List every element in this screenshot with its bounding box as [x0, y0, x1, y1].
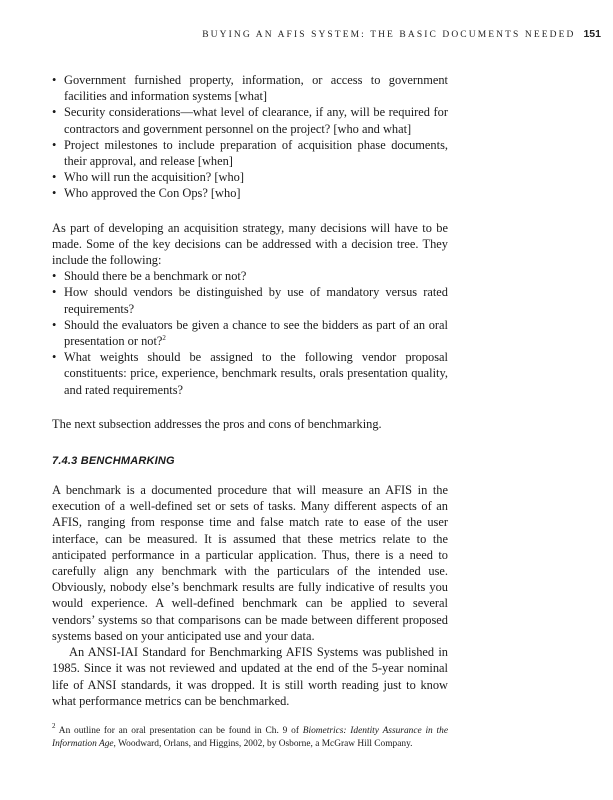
bullet-icon: • — [52, 170, 57, 185]
footnote-text: An outline for an oral presentation can be found in Ch. 9 of — [58, 725, 299, 736]
bullet-icon: • — [52, 73, 57, 87]
bullet-icon: • — [52, 186, 57, 201]
paragraph-ansi-standard: An ANSI-IAI Standard for Benchmarking AFIS Systems was published in 1985. Since it was not reviewed and updated at the end of the 5-year nominal life of ANSI standards, it was dropped. It is still worth reading just to know what performance metrics can be benchmarked. — [52, 645, 448, 708]
bullet-list-acquisition — [52, 72, 448, 202]
paragraph-strategy: As part of developing an acquisition strategy, many decisions will have to be made. Some of the key decisions can be addressed with a decision tree. They include the following: — [52, 220, 448, 268]
list-item: • Should there be a benchmark or not? — [52, 269, 247, 284]
bullet-icon: • — [52, 317, 57, 332]
list-item: • Should the evaluators be given a chance to see the bidders as part of an oral presentation or not?$^2$ — [52, 317, 448, 349]
bullet-list-decisions — [52, 268, 448, 398]
bullet-icon: • — [52, 137, 57, 152]
footnote-book-title: Biometrics: Identity Assurance in the Information Age — [52, 725, 448, 749]
running-title: BUYING AN AFIS SYSTEM: THE BASIC DOCUMENTS NEEDED — [202, 30, 576, 40]
bullet-icon: • — [52, 269, 57, 284]
body-text — [52, 72, 448, 751]
paragraph-benchmark-definition: A benchmark is a documented procedure that will measure an AFIS in the execution of a well-defined set or sets of tasks. Many different aspects of an AFIS, ranging from response time and false match rate to ease of the user interface, can be measured. It is assumed that these metrics relate to the anticipated performance in a particular application. Thus, there is a need to carefully align any benchmark with the particulars of the intended use. Obviously, nobody else’s benchmark results are fully indicative of results you would experience. A well-defined benchmark can be applied to several vendors’ systems so that comparisons can be made between different proposed systems based on your anticipated use and your data. — [52, 483, 448, 643]
list-item: • What weights should be assigned to the following vendor proposal constituents: price, experience, benchmark results, orals presentation quality, and rated requirements? — [52, 350, 448, 397]
section-heading: 7.4.3 BENCHMARKING — [52, 455, 175, 468]
page-number: 151 — [583, 28, 601, 40]
footnote — [52, 721, 448, 751]
list-item: • Who will run the acquisition? [who] — [52, 170, 244, 185]
bullet-icon: • — [52, 350, 57, 365]
footnote-publisher: , Woodward, Orlans, and Higgins, 2002, by Osborne, a McGraw Hill Company. — [113, 738, 413, 749]
paragraph-next-subsection: The next subsection addresses the pros and cons of benchmarking. — [52, 416, 382, 431]
running-header — [202, 28, 601, 40]
list-item: • Security considerations—what level of clearance, if any, will be required for contractors and government personnel on the project? [who and what] — [52, 105, 448, 136]
footnote-reference: 2 — [162, 334, 166, 343]
list-item: • How should vendors be distinguished by use of mandatory versus rated requirements? — [52, 285, 448, 316]
bullet-icon: • — [52, 105, 57, 120]
list-item: • Government furnished property, information, or access to government facilities and information systems [what] — [52, 73, 448, 104]
list-item: • Who approved the Con Ops? [who] — [52, 186, 241, 201]
bullet-icon: • — [52, 285, 57, 300]
list-item: • Project milestones to include preparation of acquisition phase documents, their approval, and release [when] — [52, 137, 448, 169]
footnote-marker: 2 — [52, 721, 56, 730]
